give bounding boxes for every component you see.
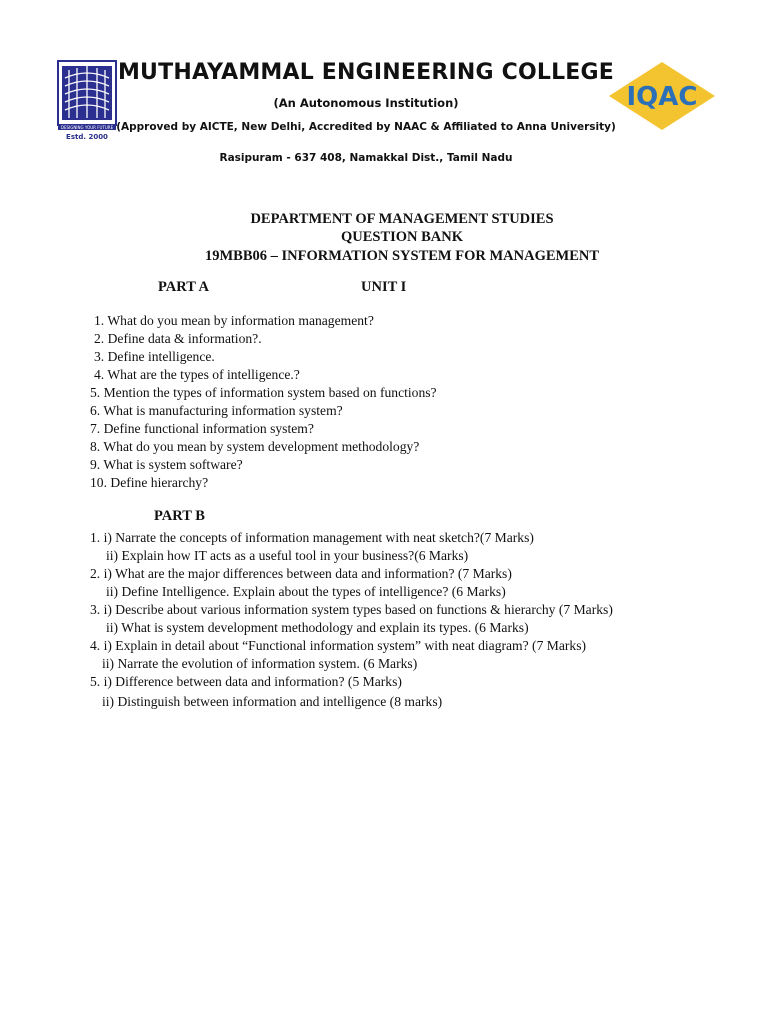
part-b-heading: PART B [154, 508, 205, 524]
course-title: 19MBB06 – INFORMATION SYSTEM FOR MANAGEMENT [204, 248, 600, 264]
college-name: MUTHAYAMMAL ENGINEERING COLLEGE [117, 60, 615, 85]
part-a-heading: PART A [158, 279, 209, 295]
part-a-question: 3. Define intelligence. [94, 349, 215, 364]
part-b-line: ii) Explain how IT acts as a useful tool in your business?(6 Marks) [106, 548, 469, 563]
emblem-tagline: DESIGNING YOUR FUTURE [60, 125, 114, 130]
part-a-question: 4. What are the types of intelligence.? [94, 367, 300, 382]
part-a-question: 5. Mention the types of information system based on functions? [90, 385, 437, 400]
part-a-question: 8. What do you mean by system development methodology? [90, 439, 420, 454]
part-a-question: 10. Define hierarchy? [90, 475, 209, 490]
part-b-line: 4. i) Explain in detail about “Functional information system” with neat diagram? (7 Marks) [90, 638, 587, 653]
part-b-line: ii) What is system development methodology and explain its types. (6 Marks) [106, 620, 529, 635]
part-b-line: 1. i) Narrate the concepts of information management with neat sketch?(7 Marks) [90, 530, 534, 545]
part-a-question: 6. What is manufacturing information system? [90, 403, 343, 418]
part-a-question: 9. What is system software? [90, 457, 243, 472]
part-b-line: 5. i) Difference between data and information? (5 Marks) [90, 674, 402, 689]
college-address: Rasipuram - 637 408, Namakkal Dist., Tamil Nadu [219, 152, 513, 164]
part-a-question: 1. What do you mean by information management? [94, 313, 374, 328]
approval-note: (Approved by AICTE, New Delhi, Accredited by NAAC & Affiliated to Anna University) [116, 121, 616, 133]
part-b-line: 3. i) Describe about various information system types based on functions & hierarchy (7 Marks) [90, 602, 613, 617]
iqac-logo-text: IQAC [626, 82, 698, 112]
part-b-line: 2. i) What are the major differences between data and information? (7 Marks) [90, 566, 512, 581]
document-type: QUESTION BANK [340, 229, 464, 245]
autonomous-note: (An Autonomous Institution) [273, 96, 459, 110]
part-b-line: ii) Define Intelligence. Explain about the types of intelligence? (6 Marks) [106, 584, 506, 599]
unit-heading: UNIT I [361, 279, 407, 295]
part-a-question: 2. Define data & information?. [94, 331, 262, 346]
emblem-estd: Estd. 2000 [66, 133, 108, 141]
part-b-line: ii) Distinguish between information and intelligence (8 marks) [102, 694, 443, 709]
part-a-question: 7. Define functional information system? [90, 421, 314, 436]
department-title: DEPARTMENT OF MANAGEMENT STUDIES [250, 211, 554, 227]
part-b-line: ii) Narrate the evolution of information system. (6 Marks) [102, 656, 418, 671]
